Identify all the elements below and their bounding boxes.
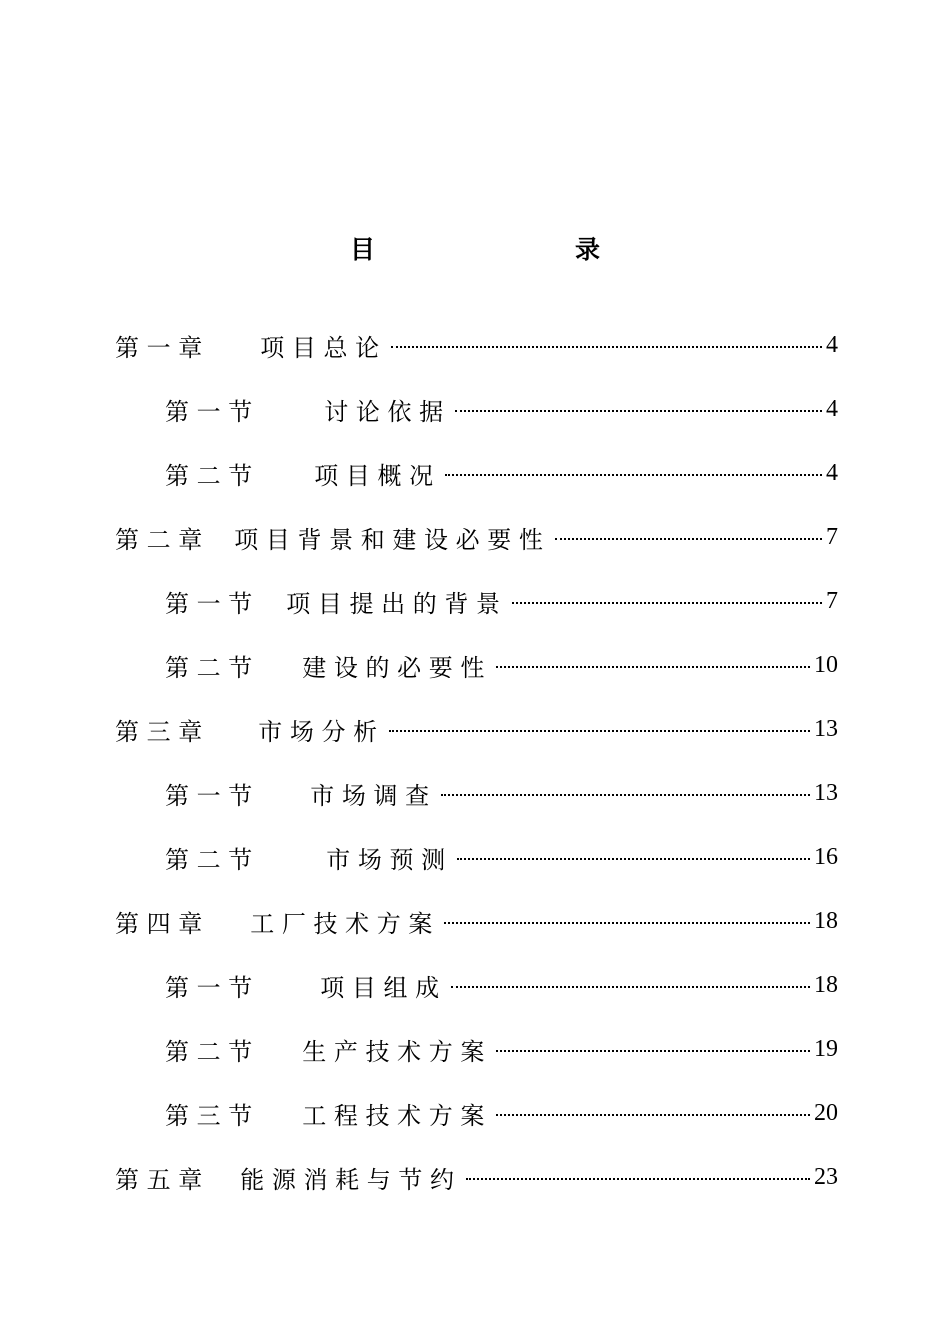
toc-page-number: 19 xyxy=(814,1035,838,1062)
toc-entry-number: 第 五 章 xyxy=(115,1165,203,1194)
toc-dot-leader xyxy=(496,666,810,668)
toc-entry-number: 第 二 节 xyxy=(165,461,253,490)
toc-entry-number: 第 一 章 xyxy=(115,333,203,362)
toc-section-entry[interactable] xyxy=(165,581,838,621)
toc-entry-number: 第 二 章 xyxy=(115,525,203,554)
toc-entry-title: 项 目 总 论 xyxy=(260,333,380,362)
toc-page-number: 23 xyxy=(814,1163,838,1190)
toc-dot-leader xyxy=(455,410,822,412)
toc-entry-title: 建 设 的 必 要 性 xyxy=(302,653,485,682)
toc-dot-leader xyxy=(389,730,810,732)
toc-section-entry[interactable] xyxy=(165,837,838,877)
toc-entry-number: 第 三 章 xyxy=(115,717,203,746)
toc-entry-title: 项 目 组 成 xyxy=(320,973,440,1002)
toc-page-number: 4 xyxy=(826,395,838,422)
toc-entry-title: 工 厂 技 术 方 案 xyxy=(250,909,433,938)
toc-dot-leader xyxy=(444,922,810,924)
toc-dot-leader xyxy=(512,602,822,604)
toc-page-number: 20 xyxy=(814,1099,838,1126)
toc-page-number: 7 xyxy=(826,523,838,550)
toc-dot-leader xyxy=(496,1114,810,1116)
toc-page-number: 4 xyxy=(826,459,838,486)
toc-dot-leader xyxy=(555,538,822,540)
toc-section-entry[interactable] xyxy=(165,773,838,813)
toc-entry-number: 第 二 节 xyxy=(165,1037,253,1066)
toc-entry-number: 第 四 章 xyxy=(115,909,203,938)
toc-entry-title: 生 产 技 术 方 案 xyxy=(302,1037,485,1066)
toc-dot-leader xyxy=(451,986,810,988)
toc-chapter-entry[interactable] xyxy=(115,325,838,365)
toc-page-number: 13 xyxy=(814,715,838,742)
toc-dot-leader xyxy=(441,794,810,796)
toc-chapter-entry[interactable] xyxy=(115,709,838,749)
toc-chapter-entry[interactable] xyxy=(115,517,838,557)
toc-section-entry[interactable] xyxy=(165,1029,838,1069)
toc-page-number: 7 xyxy=(826,587,838,614)
toc-dot-leader xyxy=(457,858,810,860)
toc-dot-leader xyxy=(445,474,822,476)
toc-section-entry[interactable] xyxy=(165,965,838,1005)
toc-entry-number: 第 三 节 xyxy=(165,1101,253,1130)
toc-entry-title: 项 目 概 况 xyxy=(314,461,434,490)
toc-entry-title: 讨 论 依 据 xyxy=(324,397,444,426)
toc-entry-number: 第 一 节 xyxy=(165,781,253,810)
toc-entry-title: 项 目 提 出 的 背 景 xyxy=(286,589,501,618)
toc-entry-title: 市 场 预 测 xyxy=(326,845,446,874)
toc-dot-leader xyxy=(496,1050,810,1052)
toc-section-entry[interactable] xyxy=(165,453,838,493)
toc-page-number: 13 xyxy=(814,779,838,806)
toc-page-number: 16 xyxy=(814,843,838,870)
toc-entry-title: 能 源 消 耗 与 节 约 xyxy=(240,1165,455,1194)
toc-page-number: 18 xyxy=(814,971,838,998)
toc-entry-number: 第 一 节 xyxy=(165,589,253,618)
toc-page-number: 18 xyxy=(814,907,838,934)
toc-section-entry[interactable] xyxy=(165,389,838,429)
toc-title: 目 录 xyxy=(349,235,650,264)
toc-section-entry[interactable] xyxy=(165,1093,838,1133)
toc-page-number: 4 xyxy=(826,331,838,358)
toc-page-number: 10 xyxy=(814,651,838,678)
toc-entry-number: 第 一 节 xyxy=(165,397,253,426)
toc-chapter-entry[interactable] xyxy=(115,1157,838,1197)
toc-entry-number: 第 一 节 xyxy=(165,973,253,1002)
toc-section-entry[interactable] xyxy=(165,645,838,685)
toc-dot-leader xyxy=(391,346,822,348)
toc-entry-title: 市 场 调 查 xyxy=(310,781,430,810)
toc-entry-title: 工 程 技 术 方 案 xyxy=(302,1101,485,1130)
toc-entry-number: 第 二 节 xyxy=(165,653,253,682)
toc-entry-title: 项 目 背 景 和 建 设 必 要 性 xyxy=(234,525,543,554)
toc-chapter-entry[interactable] xyxy=(115,901,838,941)
toc-entry-number: 第 二 节 xyxy=(165,845,253,874)
toc-entry-title: 市 场 分 析 xyxy=(258,717,378,746)
toc-dot-leader xyxy=(466,1178,810,1180)
